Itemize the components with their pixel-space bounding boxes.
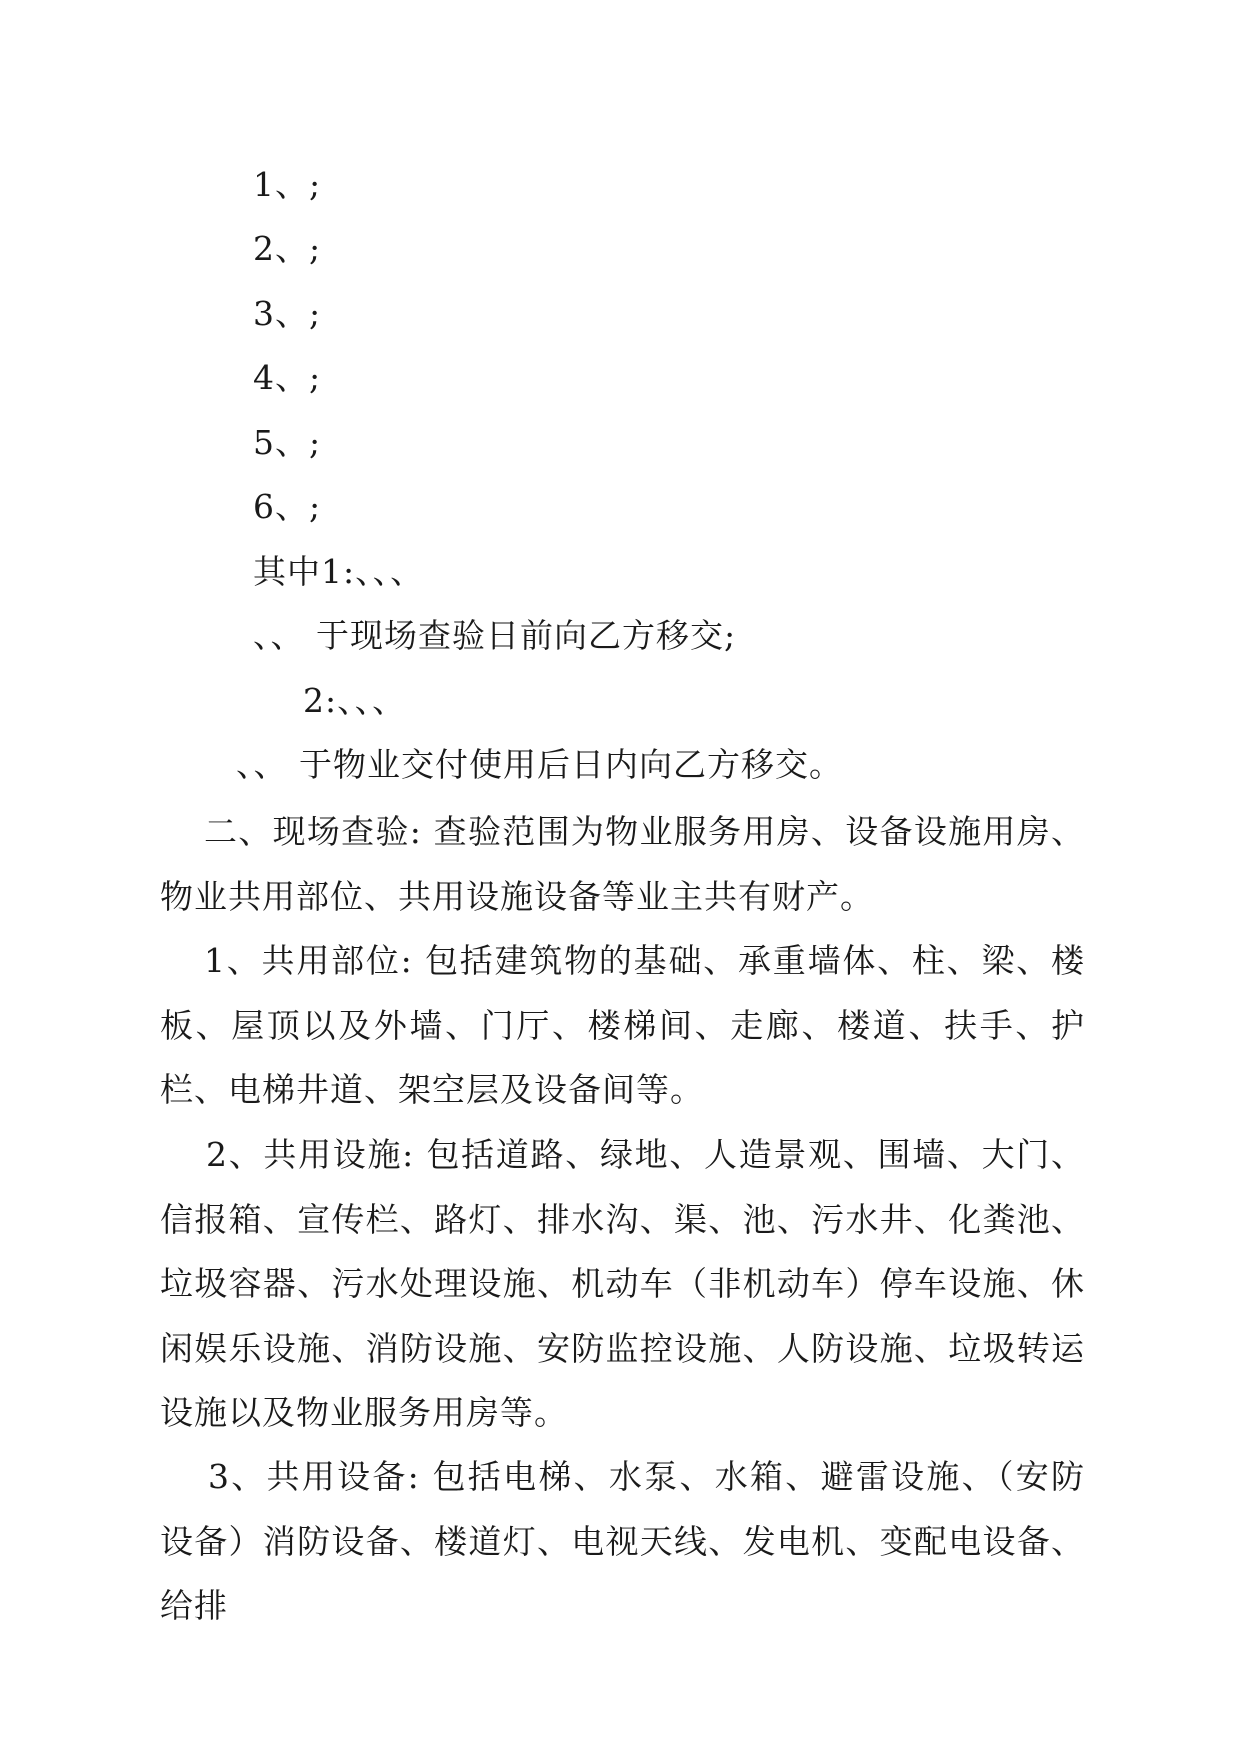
item-2-paragraph: 2、共用设施: 包括道路、绿地、人造景观、围墙、大门、信报箱、宣传栏、路灯、排水沟、渠、池、污水井、化粪池、垃圾容器、污水处理设施、机动车（非机动车）停车设施、休闲娱乐设施、消防设施、安防监控设施、人防设施、垃圾转运设施以及物业服务用房等。 <box>160 1135 1085 1432</box>
text-line-handover-before: 、、 于现场查验日前向乙方移交; <box>253 616 737 655</box>
list-item-4: 4、; <box>253 358 322 397</box>
list-item-1: 1、; <box>253 165 322 204</box>
text-line-handover-after: 、、 于物业交付使用后日内向乙方移交。 <box>236 745 843 784</box>
list-item-6: 6、; <box>253 487 322 526</box>
list-item-5: 5、; <box>253 423 322 462</box>
item-1-paragraph: 1、共用部位: 包括建筑物的基础、承重墙体、柱、梁、楼板、屋顶以及外墙、门厅、楼梯间、走廊、楼道、扶手、护栏、电梯井道、架空层及设备间等。 <box>160 941 1085 1109</box>
text-line-qizhong1: 其中1:、、、 <box>253 552 425 591</box>
list-item-3: 3、; <box>253 294 322 333</box>
item-3-paragraph: 3、共用设备: 包括电梯、水泵、水箱、避雷设施、（安防设备）消防设备、楼道灯、电视天线、发电机、变配电设备、给排 <box>160 1457 1085 1625</box>
text-line-2: 2:、、、 <box>303 681 407 720</box>
list-item-2: 2、; <box>253 229 322 268</box>
section-2-paragraph: 二、现场查验: 查验范围为物业服务用房、设备设施用房、物业共用部位、共用设施设备等业主共有财产。 <box>160 812 1085 916</box>
